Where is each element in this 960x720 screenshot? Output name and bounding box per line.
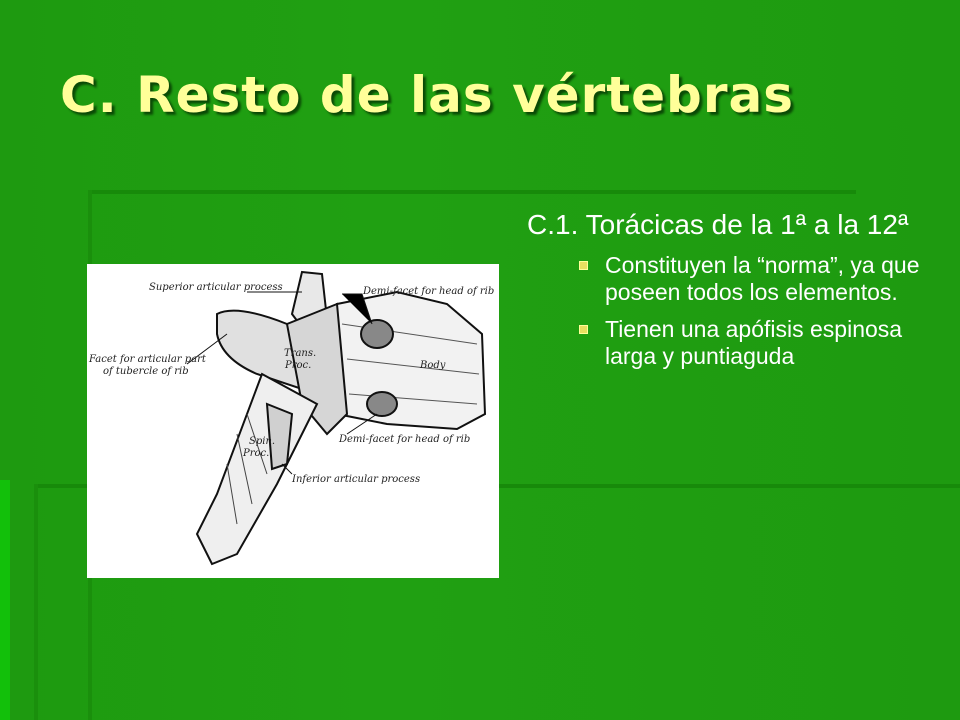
label-body: Body: [420, 360, 446, 371]
bullet-text: Tienen una apófisis espinosa larga y puntiaguda: [605, 316, 903, 369]
content-block: [527, 208, 927, 380]
thoracic-vertebra-drawing: [87, 264, 499, 578]
label-trans-1: Trans.: [284, 348, 317, 359]
label-spin-2: Proc.: [243, 448, 270, 459]
decor-stripe-top: [92, 190, 856, 194]
section-heading: C.1. Torácicas de la 1ª a la 12ª: [527, 209, 909, 240]
list-item: [527, 252, 927, 306]
label-spin-1: Spin.: [249, 436, 276, 447]
label-trans-2: Proc.: [285, 360, 312, 371]
decor-stripe-vertical-2: [34, 484, 38, 720]
bullet-square-icon: [579, 325, 588, 334]
bullet-text: Constituyen la “norma”, ya que poseen todos los elementos.: [605, 252, 920, 305]
label-demi-facet-bottom: Demi-facet for head of rib: [339, 434, 471, 445]
label-facet-tubercle-1: Facet for articular part: [89, 354, 206, 365]
list-item: [527, 316, 927, 370]
bullet-square-icon: [579, 261, 588, 270]
label-demi-facet-top: Demi-facet for head of rib: [363, 286, 495, 297]
label-inferior-articular: Inferior articular process: [292, 474, 421, 485]
slide-title: C. Resto de las vértebras: [60, 66, 795, 124]
decor-stripe-left: [0, 480, 10, 720]
label-facet-tubercle-2: of tubercle of rib: [103, 366, 189, 377]
vertebra-illustration: [87, 264, 499, 578]
label-superior-articular: Superior articular process: [149, 282, 283, 293]
bullet-list: [527, 252, 927, 370]
